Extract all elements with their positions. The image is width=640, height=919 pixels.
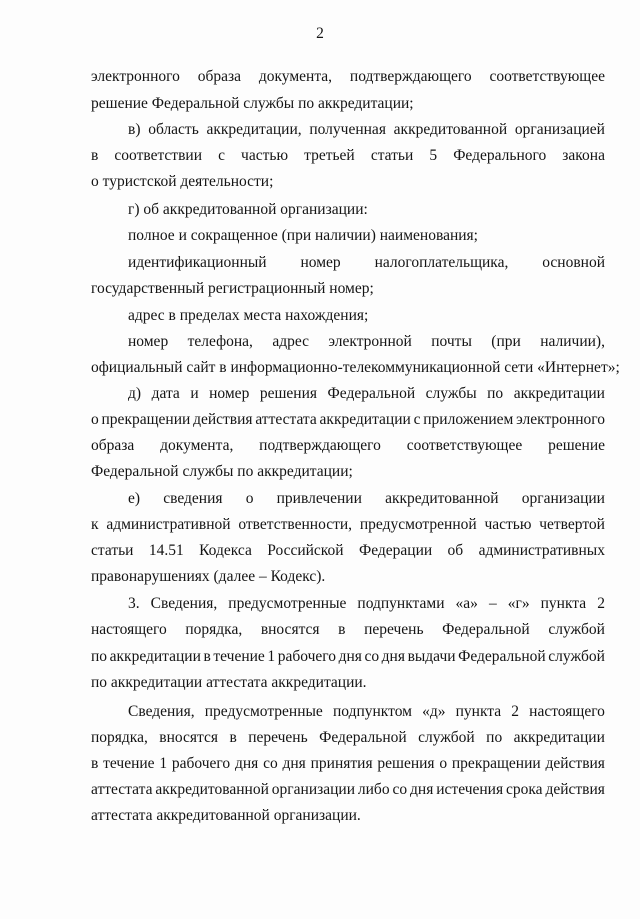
word: по [91, 648, 108, 665]
word: и [190, 385, 199, 402]
word: третьей [304, 147, 355, 164]
word: адрес [272, 333, 309, 350]
word: образа [197, 68, 241, 85]
word: аттестата [255, 411, 317, 428]
word: вносятся [260, 621, 320, 638]
word: административных [478, 542, 605, 559]
word: в [91, 147, 99, 164]
word: службы [425, 385, 477, 402]
word: в [203, 648, 211, 665]
word: рабочего [171, 755, 231, 772]
word: предусмотренные [204, 703, 323, 720]
word: аккредитованной [155, 781, 269, 798]
text-line [91, 729, 605, 747]
word: дня [234, 755, 259, 772]
word: о [91, 411, 99, 428]
text-line [91, 674, 367, 692]
word: ответственности, [238, 516, 353, 533]
word: статьи [91, 542, 134, 559]
text-line [128, 307, 368, 325]
word: Российской [267, 542, 344, 559]
word: «г» [507, 595, 530, 612]
word: административной [106, 516, 231, 533]
word: к [91, 516, 99, 533]
word: дня [410, 781, 434, 798]
word: действия [545, 755, 605, 772]
word: службой [548, 621, 605, 638]
word: «д» [422, 703, 446, 720]
word: со [263, 755, 278, 772]
text-line [128, 201, 368, 219]
word: электронной [328, 333, 412, 350]
word: основной [542, 254, 605, 271]
word: подтверждающего [259, 437, 381, 454]
word: в [91, 755, 99, 772]
word: Сведения, [150, 595, 218, 612]
text-line [91, 280, 374, 298]
word: подтверждающего [349, 68, 472, 85]
word: адрес в пределах места нахождения; [128, 307, 369, 324]
word: номер [209, 385, 250, 402]
word: область [148, 121, 199, 138]
word: статьи [370, 147, 414, 164]
word: решение Федеральной службы по аккредитации; [91, 95, 414, 112]
text-line [128, 227, 478, 245]
word: об [447, 542, 464, 559]
word: решения [259, 385, 318, 402]
word: электронного [516, 411, 605, 428]
word: правонарушениях (далее – Кодекс). [91, 568, 326, 585]
word: закона [562, 147, 605, 164]
word: полученная [309, 121, 386, 138]
word: Кодекса [199, 542, 252, 559]
word: дня [338, 648, 362, 665]
word: соответствии [114, 147, 202, 164]
text-line [128, 490, 605, 508]
word: в [338, 621, 346, 638]
word: четвертой [539, 516, 605, 533]
word: решение [548, 437, 605, 454]
word: аккредитации [513, 385, 605, 402]
word: образа [91, 437, 135, 454]
text-line [91, 95, 414, 113]
word: о [245, 490, 254, 507]
word: по [487, 385, 504, 402]
text-line [91, 437, 605, 455]
word: перечень [364, 621, 424, 638]
text-line [128, 254, 605, 272]
text-line [91, 568, 325, 586]
text-line [91, 173, 273, 191]
word: порядка, [91, 729, 148, 746]
word: 2 [597, 595, 605, 612]
word: аккредитации [513, 729, 605, 746]
word: полное и сокращенное (при наличии) наименования; [128, 227, 478, 244]
word: организации [271, 781, 355, 798]
text-line [91, 516, 605, 534]
word: д) [128, 385, 142, 402]
word: 5 [429, 147, 438, 164]
word: аттестата [91, 781, 153, 798]
text-line [91, 359, 620, 377]
text-line [128, 385, 605, 403]
word: телефона, [187, 333, 253, 350]
word: Федеральной [327, 385, 416, 402]
word: предусмотренной [359, 516, 477, 533]
word: аттестата аккредитованной организации. [91, 807, 361, 824]
word: прекращении [101, 411, 191, 428]
word: частью [241, 147, 289, 164]
word: службой [418, 729, 475, 746]
word: порядка, [185, 621, 243, 638]
text-line [128, 595, 605, 613]
word: дня [282, 755, 306, 772]
word: 1 [267, 648, 276, 665]
word: Федеральной службы по аккредитации; [91, 463, 353, 480]
word: Федерации [358, 542, 433, 559]
word: г) об аккредитованной организации: [128, 201, 368, 218]
text-line [91, 648, 605, 666]
word: с [413, 411, 421, 428]
word: номер [128, 333, 169, 350]
text-line [91, 807, 361, 825]
text-line [128, 121, 605, 139]
text-line [91, 463, 353, 481]
word: о туристской деятельности; [91, 173, 274, 190]
text-line [91, 542, 605, 560]
word: принятия [310, 755, 373, 772]
word: истечения [436, 781, 504, 798]
text-line [91, 411, 605, 429]
word: предусмотренные [228, 595, 347, 612]
word: настоящего [91, 621, 167, 638]
word: соответствующее [489, 68, 605, 85]
word: с [218, 147, 225, 164]
word: – [488, 595, 497, 612]
word: идентификационный [128, 254, 267, 271]
word: течение [103, 755, 155, 772]
word: действия [545, 781, 605, 798]
text-line [91, 755, 605, 773]
word: Федеральной [458, 648, 546, 665]
word: выдачи [407, 648, 456, 665]
word: аккредитованной [385, 490, 499, 507]
word: наличии), [540, 333, 605, 350]
word: электронного [91, 68, 180, 85]
page-number: 2 [316, 25, 324, 42]
word: по [486, 729, 503, 746]
word: 3. [128, 595, 140, 612]
word: организации [521, 490, 605, 507]
word: в) [128, 121, 141, 138]
word: частью [484, 516, 532, 533]
word: соответствующее [406, 437, 523, 454]
word: сведения [163, 490, 223, 507]
word: дата [151, 385, 180, 402]
word: документа, [258, 68, 333, 85]
word: рабочего [277, 648, 336, 665]
word: аккредитованной [393, 121, 508, 138]
word: приложением [423, 411, 514, 428]
word: 1 [159, 755, 168, 772]
word: Сведения, [128, 703, 195, 720]
text-line [91, 68, 605, 86]
word: (при [491, 333, 521, 350]
word: подпунктами [357, 595, 445, 612]
word: государственный регистрационный номер; [91, 280, 374, 297]
word: аккредитации, [206, 121, 302, 138]
text-line [91, 781, 605, 799]
word: вносятся [159, 729, 219, 746]
word: пункта [455, 703, 502, 720]
word: решения [377, 755, 435, 772]
text-line [128, 333, 605, 351]
word: «а» [455, 595, 478, 612]
word: срока [506, 781, 543, 798]
text-line [91, 147, 605, 165]
word: номер [300, 254, 341, 271]
word: Федеральной [442, 621, 530, 638]
word: 2 [511, 703, 520, 720]
word: официальный сайт в информационно-телекоммуникационной сети «Интернет»; [91, 359, 620, 376]
word: аккредитации [109, 648, 201, 665]
word: привлечении [276, 490, 362, 507]
word: либо [357, 781, 390, 798]
word: прекращении [451, 755, 541, 772]
word: в [229, 729, 237, 746]
word: почты [431, 333, 472, 350]
text-line [91, 621, 605, 639]
word: службой [548, 648, 605, 665]
word: пункта [540, 595, 587, 612]
word: аккредитации [319, 411, 411, 428]
word: о [439, 755, 448, 772]
word: течение [213, 648, 265, 665]
word: налогоплательщика, [374, 254, 509, 271]
word: Федеральной [319, 729, 407, 746]
word: перечень [248, 729, 308, 746]
text-line [128, 703, 605, 721]
word: организацией [514, 121, 605, 138]
word: 14.51 [148, 542, 184, 559]
word: документа, [160, 437, 234, 454]
word: настоящего [529, 703, 605, 720]
word: Федерального [453, 147, 547, 164]
word: подпунктом [332, 703, 412, 720]
word: со [392, 781, 408, 798]
word: е) [128, 490, 141, 507]
word: со [364, 648, 380, 665]
word: дня [381, 648, 405, 665]
word: действия [193, 411, 253, 428]
word: по аккредитации аттестата аккредитации. [91, 674, 367, 691]
